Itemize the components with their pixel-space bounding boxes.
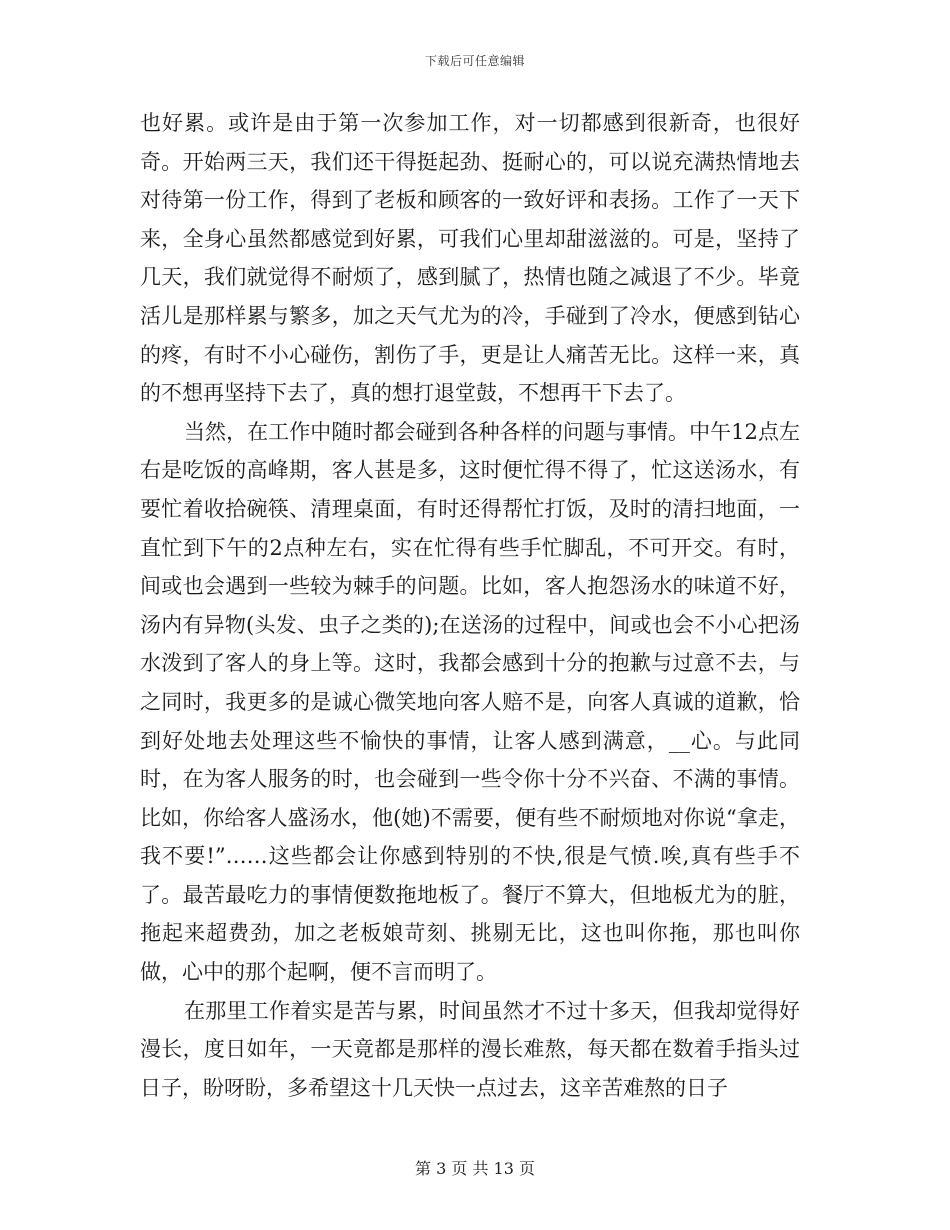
page-header: 下载后可任意编辑 (424, 54, 525, 68)
paragraph-3: 在那里工作着实是苦与累，时间虽然才不过十多天，但我却觉得好漫长，度日如年，一天竟都是那样的漫长难熬，每天都在数着手指头过日子，盼呀盼，多希望这十几天快一点过去，这辛苦难熬的日子 (140, 998, 800, 1100)
document-body (140, 104, 800, 1107)
paragraph-2: 当然，在工作中随时都会碰到各种各样的问题与事情。中午12点左右是吃饭的高峰期，客人甚是多，这时便忙得不得了，忙这送汤水，有要忙着收拾碗筷、清理桌面，有时还得帮忙打饭，及时的清扫地面，一直忙到下午的2点种左右，实在忙得有些手忙脚乱，不可开交。有时，间或也会遇到一些较为棘手的问题。比如，客人抱怨汤水的味道不好，汤内有异物(头发、虫子之类的);在送汤的过程中，间或也会不小心把汤水泼到了客人的身上等。这时，我都会感到十分的抱歉与过意不去，与之同时，我更多的是诚心微笑地向客人赔不是，向客人真诚的道歉，恰到好处地去处理这些不愉快的事情，让客人感到满意，__心。与此同时，在为客人服务的时，也会碰到一些令你十分不兴奋、不满的事情。比如，你给客人盛汤水，他(她)不需要，便有些不耐烦地对你说“拿走，我不要!”……这些都会让你感到特别的不快,很是气愤.唉,真有些手不了。最苦最吃力的事情便数拖地板了。餐厅不算大，但地板尤为的脏，拖起来超费劲，加之老板娘苛刻、挑剔无比，这也叫你拖，那也叫你做，心中的那个起啊，便不言而明了。 (140, 419, 800, 985)
page-number: 第 3 页 共 13 页 (415, 1159, 535, 1178)
paragraph-1: 也好累。或许是由于第一次参加工作，对一切都感到很新奇，也很好奇。开始两三天，我们还干得挺起劲、挺耐心的，可以说充满热情地去对待第一份工作，得到了老板和顾客的一致好评和表扬。工作了一天下来，全身心虽然都感觉到好累，可我们心里却甜滋滋的。可是，坚持了几天，我们就觉得不耐烦了，感到腻了，热情也随之减退了不少。毕竟活儿是那样累与繁多，加之天气尤为的冷，手碰到了冷水，便感到钻心的疼，有时不小心碰伤，割伤了手，更是让人痛苦无比。这样一来，真的不想再坚持下去了，真的想打退堂鼓，不想再干下去了。 (140, 111, 800, 406)
